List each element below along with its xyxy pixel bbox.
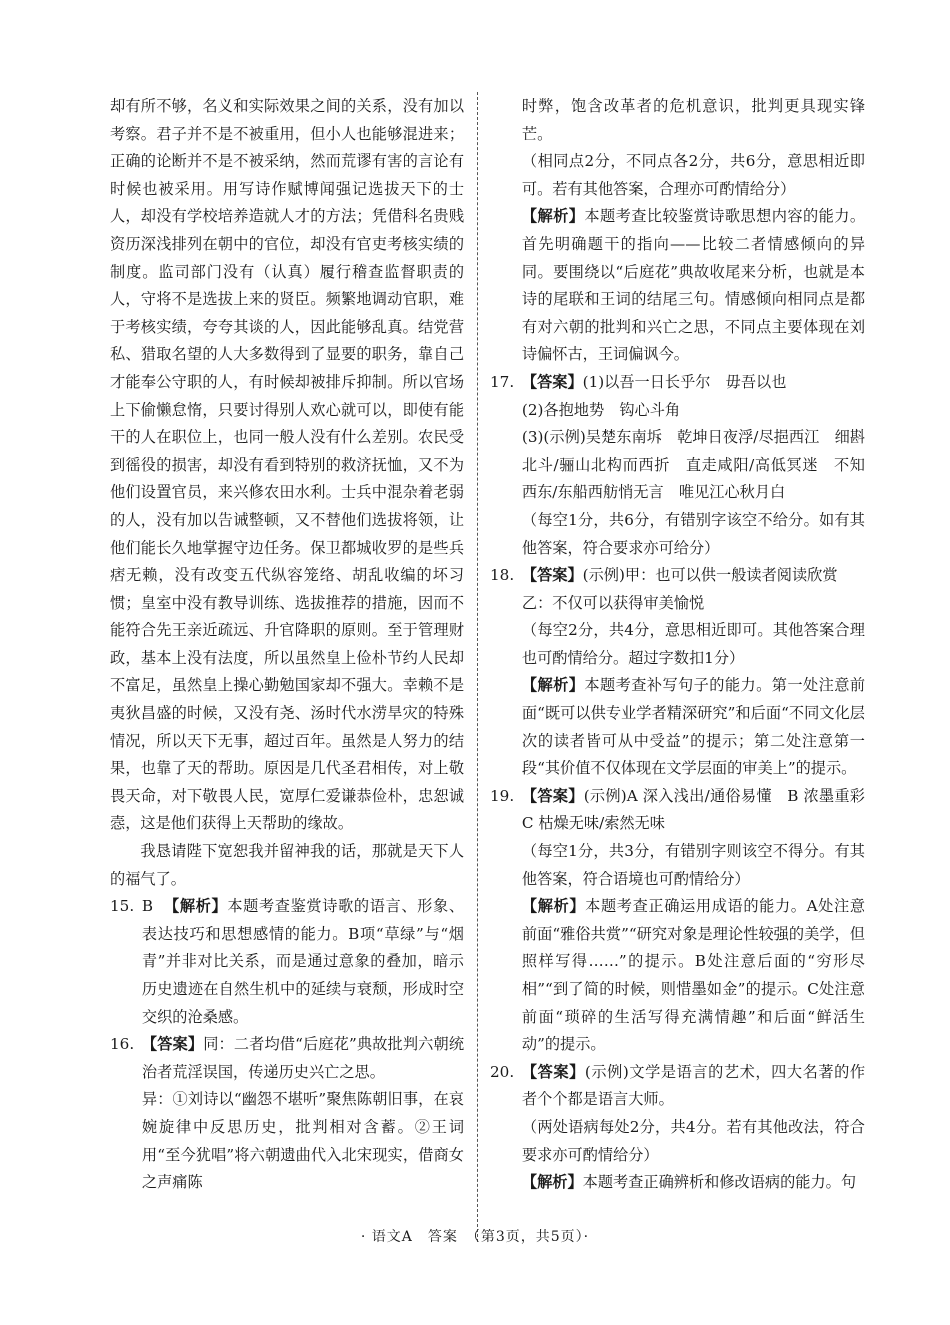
question-20 [490,1059,865,1197]
analysis-tag: 【解析】 [521,1173,583,1192]
analysis-text: 本题考查鉴赏诗歌的语言、形象、表达技巧和思想感情的能力。B项“草绿”与“烟青”并非对比关系，而是通过意象的叠加，暗示历史遗迹在自然生机中的延续与衰颓，形成时空交织的沧桑感。 [141,897,465,1026]
answer-tag: 【答案】 [521,1062,585,1081]
analysis-text: 本题考查比较鉴赏诗歌思想内容的能力。首先明确题干的指向——比较二者情感倾向的异同。要围绕以“后庭花”典故收尾来分析，也就是本诗的尾联和王词的结尾三句。情感倾向相同点是都有对六朝的批判和兴亡之思，不同点主要体现在刘诗偏怀古，王词偏讽今。 [521,207,866,364]
question-16 [110,1031,464,1197]
analysis-tag: 【解析】 [164,897,228,916]
answer-diff-continued: 时弊，饱含改革者的危机意识，批判更具现实锋芒。 [521,97,865,143]
analysis-tag: 【解析】 [521,897,586,916]
answer-choice: B [141,897,154,916]
question-19 [490,783,881,1059]
answer-line: (示例)文学是语言的艺术，四大名著的作者个个都是语言大师。 [521,1062,866,1109]
answer-line: 乙：不仅可以获得审美愉悦 [521,593,705,612]
question-16-continued [490,93,865,369]
question-number: 19. [490,786,515,805]
answer-diff: 异：①刘诗以“幽怨不堪听”聚焦陈朝旧事，在哀婉旋律中反思历史，批判相对含蓄。②王词用“至今犹唱”将六朝遗曲代入北宋现实，借商女之声痛陈 [141,1090,464,1192]
question-18 [490,562,865,783]
scoring-note: （每空1分，共3分，有错别字则该空不得分。有其他答案，符合语境也可酌情给分） [521,842,865,888]
analysis-text: 本题考查正确辨析和修改语病的能力。句 [582,1173,857,1192]
right-column [490,93,881,1197]
question-number: 15. [110,897,135,916]
answer-tag: 【答案】 [521,786,584,805]
answer-tag: 【答案】 [521,372,583,391]
analysis-text: 本题考查补写句子的能力。第一处注意前面“既可以供专业学者精深研究”和后面“不同文化层次的读者皆可从中受益”的提示；第二处注意第一段“其价值不仅体现在文学层面的审美上”的提示。 [521,676,866,778]
answer-line: (2)各抱地势 钩心斗角 [521,400,681,419]
answer-line: (示例)A 深入浅出/通俗易懂 B 浓墨重彩 C 枯燥无味/索然无味 [521,786,881,833]
question-number: 20. [490,1062,515,1081]
page-footer: · 语文A 答案 （第3页，共5页）· [360,1229,590,1245]
question-number: 17. [490,372,515,391]
column-divider [477,92,478,1242]
answer-same: 同：二者均借“后庭花”典故批判六朝统治者荒淫误国，传递历史兴亡之思。 [141,1035,465,1081]
scoring-note: （相同点2分，不同点各2分，共6分，意思相近即可。若有其他答案，合理亦可酌情给分） [521,152,865,198]
scoring-note: （两处语病每处2分，共4分。若有其他改法，符合要求亦可酌情给分） [521,1117,865,1164]
question-number: 18. [490,566,515,585]
scoring-note: （每空1分，共6分，有错别字该空不给分。如有其他答案，符合要求亦可给分） [521,510,865,557]
answer-line: (1)以吾一日长乎尔 毋吾以也 [582,372,787,391]
analysis-text: 本题考查正确运用成语的能力。A处注意前面“雅俗共赏”“研究对象是理论性较强的美学，但照样写得……”的提示。B处注意后面的“穷形尽相”“到了简的时候，则惜墨如金”的提示。C处注意前面“琐碎的生活写得充满情趣”和后面“鲜活生动”的提示。 [521,897,866,1054]
question-17 [490,369,865,562]
answer-line: (示例)甲：也可以供一般读者阅读欣赏 [582,566,838,585]
answer-line: (3)(示例)吴楚东南坼 乾坤日夜浮/尽挹西江 细斟北斗/骊山北构而西折 直走咸阳/高低冥迷 不知西东/东船西舫悄无言 唯见江心秋月白 [521,428,865,502]
answer-tag: 【答案】 [141,1035,204,1054]
question-15 [110,893,464,1031]
scoring-note: （每空2分，共4分，意思相近即可。其他答案合理也可酌情给分。超过字数扣1分） [521,621,865,667]
translation-paragraph: 却有所不够，名义和实际效果之间的关系，没有加以考察。君子并不是不被重用，但小人也能够混进来；正确的论断并不是不被采纳，然而荒谬有害的言论有时候也被采用。用写诗作赋博闻强记选拔天下的士人，却没有学校培养造就人才的方法；凭借科名贵贱资历深浅排列在朝中的官位，却没有官吏考核实绩的制度。监司部门没有（认真）履行稽查监督职责的人，守将不是选拔上来的贤臣。频繁地调动官职，难于考核实绩，夸夸其谈的人，因此能够乱真。结党营私、猎取名望的人大多数得到了显要的职务，靠自己才能奉公守职的人，有时候却被排斥抑制。所以官场上下偷懒怠惰，只要讨得别人欢心就可以，即使有能干的人在职位上，也同一般人没有什么差别。农民受到徭役的损害，却没有看到特别的救济抚恤，又不为他们设置官员，来兴修农田水利。士兵中混杂着老弱的人，没有加以告诫整顿，又不替他们选拔将领，让他们能长久地掌握守边任务。保卫都城收罗的是些兵痞无赖，没有改变五代纵容笼络、胡乱收编的坏习惯；皇室中没有教导训练、选拔推荐的措施，因而不能符合先王亲近疏远、升官降职的原则。至于管理财政，基本上没有法度，所以虽然皇上俭朴节约人民却不富足，虽然皇上操心勤勉国家却不强大。幸赖不是夷狄昌盛的时候，又没有尧、汤时代水涝旱灾的特殊情况，所以天下无事，超过百年。虽然是人努力的结果，也靠了天的帮助。原因是几代圣君相传，对上敬畏天命，对下敬畏人民，宽厚仁爱谦恭俭朴，忠恕诚悫，这是他们获得上天帮助的缘故。 [110,97,464,833]
analysis-tag: 【解析】 [521,676,585,695]
analysis-tag: 【解析】 [521,207,585,226]
question-number: 16. [110,1035,135,1054]
answer-tag: 【答案】 [521,566,583,585]
translation-closing: 我恳请陛下宽恕我并留神我的话，那就是天下人的福气了。 [110,842,464,888]
left-column [110,93,464,1197]
